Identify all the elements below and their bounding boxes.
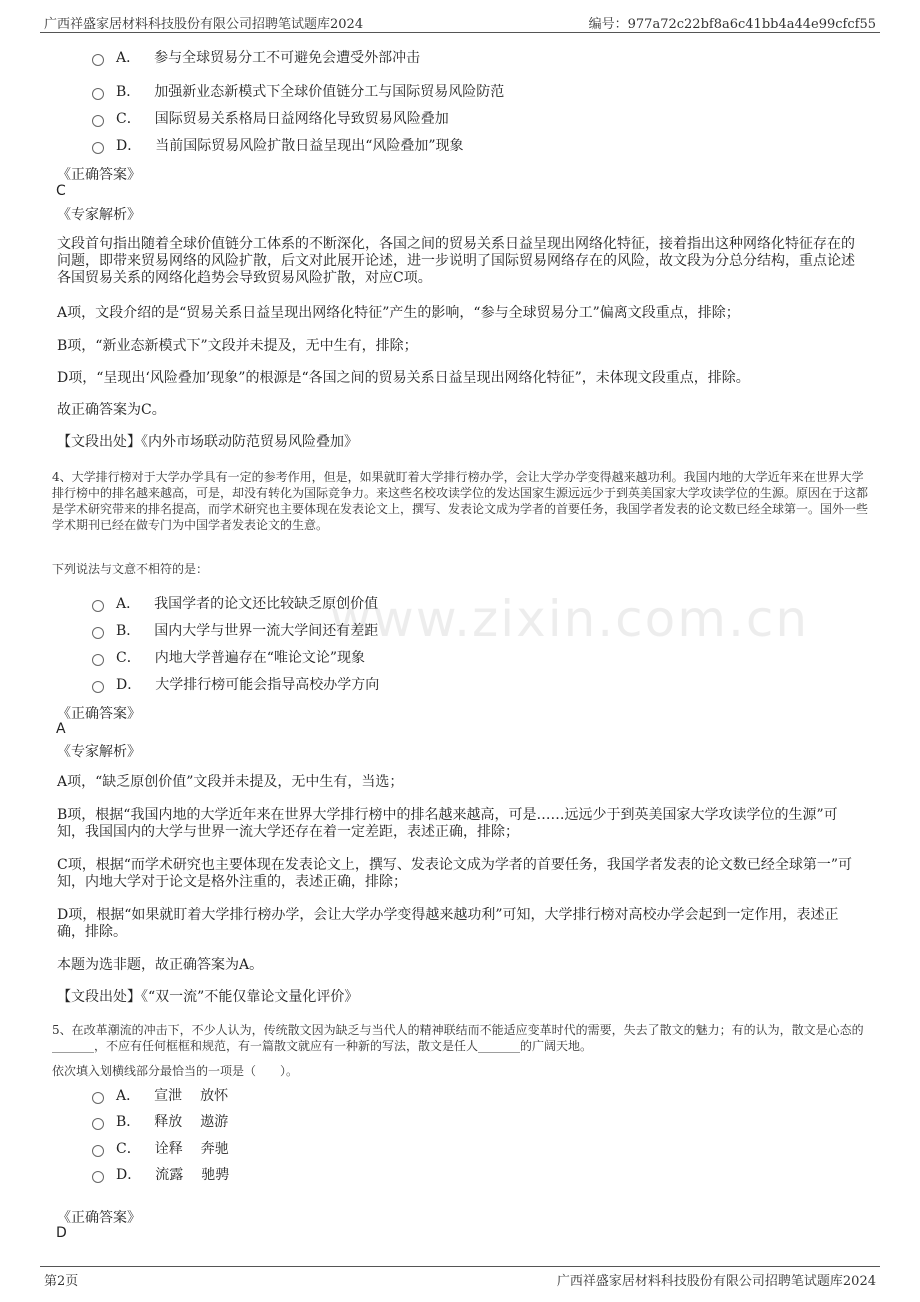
option-word-1: 流露 — [155, 1167, 184, 1183]
q5-option-c[interactable] — [92, 1138, 229, 1158]
q4-option-c[interactable] — [92, 647, 365, 667]
radio-icon[interactable] — [92, 1092, 104, 1104]
radio-icon[interactable] — [92, 54, 104, 66]
radio-icon[interactable] — [92, 1145, 104, 1157]
q4-option-d[interactable] — [92, 674, 379, 694]
option-letter: C． — [116, 650, 141, 666]
q3-option-b[interactable] — [92, 81, 504, 101]
q5-answer: D — [56, 1225, 67, 1241]
option-word-2: 奔驰 — [200, 1141, 229, 1157]
q4-prompt: 下列说法与文意不相符的是： — [52, 562, 209, 576]
q4-conclusion: 本题为选非题，故正确答案为A。 — [57, 957, 264, 973]
option-word-1: 释放 — [154, 1114, 183, 1130]
header-doc-id: 编号：977a72c22bf8a6c41bb4a44e99cfcf55 — [588, 17, 876, 32]
q4-answer-label: 《正确答案》 — [57, 706, 141, 722]
header-doc-title: 广西祥盛家居材料科技股份有限公司招聘笔试题库2024 — [44, 17, 364, 32]
option-text: 内地大学普遍存在“唯论文论”现象 — [154, 650, 366, 666]
radio-icon[interactable] — [92, 1118, 104, 1130]
radio-icon[interactable] — [92, 654, 104, 666]
q4-option-a[interactable] — [92, 593, 378, 613]
radio-icon[interactable] — [92, 88, 104, 100]
option-text: 我国学者的论文还比较缺乏原创价值 — [154, 596, 379, 612]
option-word-1: 宣泄 — [154, 1088, 183, 1104]
option-word-2: 驰骋 — [201, 1167, 230, 1183]
q4-analysis-d: D项，根据“如果就盯着大学排行榜办学，会让大学办学变得越来越功利”可知，大学排行榜对高校办学会起到一定作用，表述正确，排除。 — [57, 907, 839, 940]
option-text: 参与全球贸易分工不可避免会遭受外部冲击 — [154, 50, 421, 66]
q3-analysis-summary: 文段首句指出随着全球价值链分工体系的不断深化，各国之间的贸易关系日益呈现出网络化特征，接着指出这种网络化特征存在的问题，即带来贸易网络的风险扩散，后文对此展开论述，进一步说明了国际贸易网络存在的风险，故文段为分总分结构，重点论述各国贸易关系的网络化趋势会导致贸易风险扩散，对应C项。 — [57, 236, 855, 286]
q4-analysis-c: C项，根据“而学术研究也主要体现在发表论文上，撰写、发表论文成为学者的首要任务，我国学者发表的论文数已经全球第一”可知，内地大学对于论文是格外注重的，表述正确，排除； — [57, 857, 853, 890]
option-letter: D． — [116, 677, 142, 693]
q3-option-c[interactable] — [92, 108, 449, 128]
option-text: 当前国际贸易风险扩散日益呈现出“风险叠加”现象 — [155, 138, 464, 154]
option-letter: D． — [116, 138, 142, 154]
option-text: 国内大学与世界一流大学间还有差距 — [154, 623, 379, 639]
q5-option-d[interactable] — [92, 1164, 229, 1184]
option-letter: C． — [116, 111, 141, 127]
q3-answer: C — [56, 183, 66, 199]
q3-option-d[interactable] — [92, 135, 464, 155]
q5-prompt: 依次填入划横线部分最恰当的一项是（ ）。 — [52, 1064, 299, 1078]
option-letter: A． — [116, 50, 141, 66]
q4-analysis-label: 《专家解析》 — [57, 744, 141, 760]
option-text: 国际贸易关系格局日益网络化导致贸易风险叠加 — [154, 111, 449, 127]
footer-doc-title: 广西祥盛家居材料科技股份有限公司招聘笔试题库2024 — [556, 1274, 876, 1289]
q3-option-a[interactable] — [92, 47, 420, 67]
q3-conclusion: 故正确答案为C。 — [57, 402, 166, 418]
footer-divider — [40, 1266, 880, 1267]
q5-answer-label: 《正确答案》 — [57, 1210, 141, 1226]
option-word-1: 诠释 — [154, 1141, 183, 1157]
q3-analysis-d: D项，“呈现出‘风险叠加’现象”的根源是“各国之间的贸易关系日益呈现出网络化特征”，未体现文段重点，排除。 — [57, 370, 750, 386]
q4-option-b[interactable] — [92, 620, 378, 640]
option-word-2: 放怀 — [200, 1088, 229, 1104]
page-number: 第2页 — [44, 1274, 79, 1289]
radio-icon[interactable] — [92, 115, 104, 127]
watermark: www.zixin.com.cn — [330, 590, 810, 648]
radio-icon[interactable] — [92, 681, 104, 693]
q4-analysis-b: B项，根据“我国内地的大学近年来在世界大学排行榜中的排名越来越高，可是……远远少于到英美国家大学攻读学位的生源”可知，我国国内的大学与世界一流大学还存在着一定差距，表述正确，排除； — [57, 807, 838, 840]
q3-analysis-a: A项，文段介绍的是“贸易关系日益呈现出网络化特征”产生的影响，“参与全球贸易分工”偏离文段重点，排除； — [57, 305, 740, 321]
q3-answer-label: 《正确答案》 — [57, 167, 141, 183]
q4-stem: 4、大学排行榜对于大学办学具有一定的参考作用，但是，如果就盯着大学排行榜办学，会让大学办学变得越来越功利。我国内地的大学近年来在世界大学排行榜中的排名越来越高，可是，却没有转化为国际竞争力。来这些名校攻读学位的发达国家生源远远少于到英美国家大学攻读学位的生源。原因在于这都是学术研究带来的排名提高，而学术研究也主要体现在发表论文上，撰写、发表论文成为学者的首要任务，我国学者发表的论文数已经全球第一。国外一些学术期刊已经在做专门为中国学者发表论文的生意。 — [52, 470, 869, 532]
radio-icon[interactable] — [92, 1171, 104, 1183]
option-letter: C． — [116, 1141, 141, 1157]
option-letter: A． — [116, 596, 141, 612]
radio-icon[interactable] — [92, 600, 104, 612]
q5-option-a[interactable] — [92, 1085, 228, 1105]
option-letter: B． — [116, 84, 141, 100]
header-divider — [40, 32, 880, 33]
option-letter: D． — [116, 1167, 142, 1183]
radio-icon[interactable] — [92, 142, 104, 154]
q4-answer: A — [56, 721, 66, 737]
radio-icon[interactable] — [92, 627, 104, 639]
q4-analysis-a: A项，“缺乏原创价值”文段并未提及，无中生有，当选； — [57, 774, 404, 790]
q3-analysis-label: 《专家解析》 — [57, 207, 141, 223]
option-word-2: 遨游 — [200, 1114, 229, 1130]
option-letter: B． — [116, 623, 141, 639]
option-letter: B． — [116, 1114, 141, 1130]
option-letter: A． — [116, 1088, 141, 1104]
option-text: 加强新业态新模式下全球价值链分工与国际贸易风险防范 — [154, 84, 505, 100]
q4-source: 【文段出处】《“双一流”不能仅靠论文量化评价》 — [57, 989, 359, 1005]
q3-analysis-b: B项，“新业态新模式下”文段并未提及，无中生有，排除； — [57, 338, 418, 354]
q3-source: 【文段出处】《内外市场联动防范贸易风险叠加》 — [57, 434, 358, 450]
option-text: 大学排行榜可能会指导高校办学方向 — [155, 677, 380, 693]
q5-option-b[interactable] — [92, 1111, 228, 1131]
q5-stem: 5、在改革潮流的冲击下，不少人认为，传统散文因为缺乏与当代人的精神联结而不能适应变革时代的需要，失去了散文的魅力；有的认为，散文是心态的_______，不应有任何框框和规范，有一篇散文就应有一种新的写法，散文是任人_______的广阔天地。 — [52, 1023, 864, 1053]
